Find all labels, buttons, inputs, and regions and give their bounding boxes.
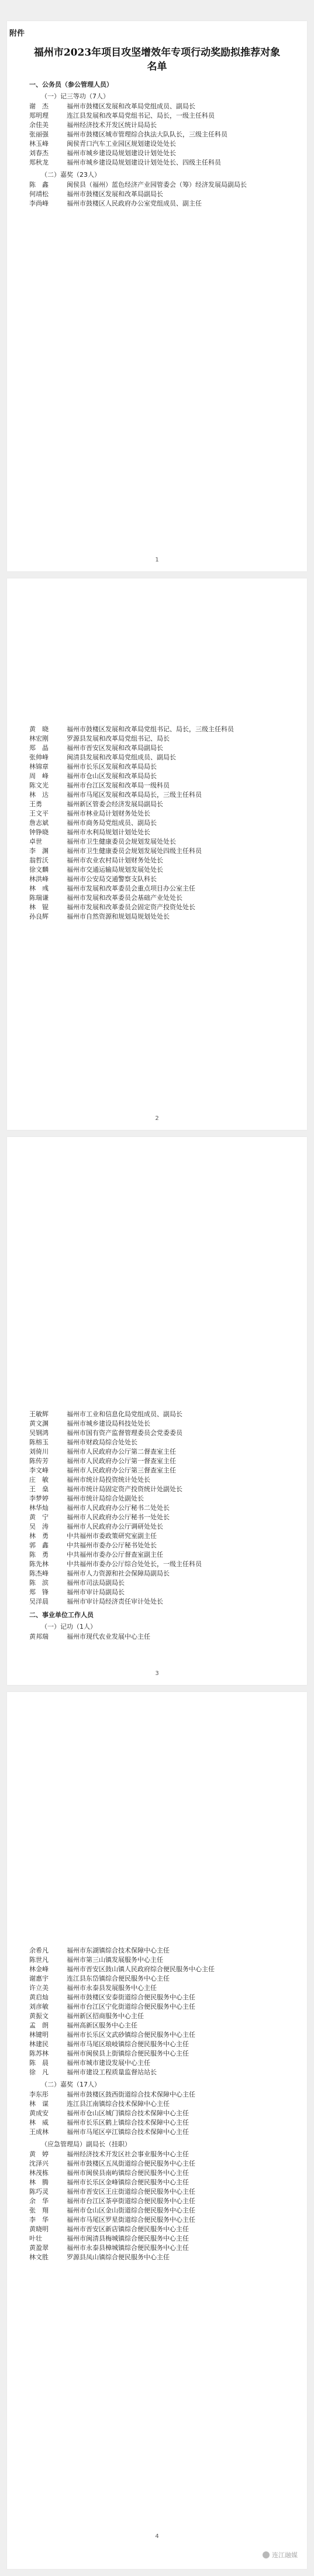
person-name: 何靖松 <box>29 190 49 198</box>
person-position: 福州市闽侯县上街镇综合便民服务中心主任 <box>67 2050 189 2057</box>
list-item <box>29 2169 277 2178</box>
list-item <box>29 1578 277 1588</box>
list-item <box>29 1475 277 1485</box>
list-item <box>29 1447 277 1457</box>
person-name: 陈杰峰 <box>29 1570 49 1577</box>
person-position: 福州市发展和改革委员会固定资产投资处处长 <box>67 903 195 911</box>
person-position: 福州市长乐区鹤上镇综合技术保障中心主任 <box>67 2119 189 2126</box>
person-name: 黄 宁 <box>29 1513 49 1521</box>
list-item <box>29 130 277 139</box>
list-item <box>29 158 277 167</box>
person-position: 闽清县发展和改革局党组成员、副局长 <box>67 753 176 761</box>
person-position: 福州市鼓楼区人民政府办公室党组成员、副主任 <box>67 200 202 207</box>
person-position: 福州市公安局交通警察支队科长 <box>67 875 157 883</box>
list-item <box>29 818 277 828</box>
list-item <box>29 149 277 158</box>
document-page-4 <box>7 1692 307 2569</box>
list-item <box>29 2234 277 2243</box>
person-position: 连江县东岱镇综合便民服务中心主任 <box>67 1975 170 1982</box>
page-content <box>7 1410 307 1642</box>
list-item <box>29 1438 277 1447</box>
list-item <box>29 2178 277 2187</box>
list-item <box>29 1457 277 1466</box>
person-name: 吴洋晨 <box>29 1598 49 1605</box>
person-position: 福州市卫生健康委员会规划发展处处长 <box>67 838 176 845</box>
list-item <box>29 2002 277 2012</box>
person-position: 福州市鼓楼区五凤街道综合便民服务中心主任 <box>67 2160 195 2167</box>
document-page-2 <box>7 578 307 1130</box>
person-position: 福州市卫生健康委员会规划发展处四级主任科员 <box>67 847 202 855</box>
person-name: 陈文光 <box>29 782 49 789</box>
person-name: 黄启灿 <box>29 1993 49 2001</box>
person-name: 吴钢鸿 <box>29 1429 49 1437</box>
list-item <box>29 837 277 847</box>
person-name: 庄 敏 <box>29 1476 49 1484</box>
person-name: 林锦章 <box>29 763 49 770</box>
person-position: 福州市统计局投资统计处处长 <box>67 1476 150 1484</box>
person-name: 张丽强 <box>29 131 49 138</box>
list-item <box>29 781 277 790</box>
list-item <box>29 772 277 781</box>
person-position: 福州市统计局固定资产投资统计处副处长 <box>67 1485 182 1493</box>
person-name: 林 达 <box>29 791 49 799</box>
subsection-heading: （应急管理局）副局长（挂职） <box>41 2140 131 2148</box>
list-item <box>29 1955 277 1965</box>
list-item <box>29 1485 277 1494</box>
list-item <box>29 865 277 875</box>
list-item <box>29 1965 277 1974</box>
person-position: 福州市长乐区发展和改革局局长 <box>67 763 157 770</box>
person-name: 林 谋 <box>29 2100 49 2108</box>
person-name: 黄盈翠 <box>29 2244 49 2252</box>
document-page-3 <box>7 1137 307 1685</box>
person-name: 郑明理 <box>29 112 49 119</box>
person-position: 福州市鼓楼区发展和改革局副局长 <box>67 190 163 198</box>
person-position: 福州市交通运输局规划发展处处长 <box>67 866 163 873</box>
person-name: 林宏刚 <box>29 735 49 742</box>
list-item <box>29 1984 277 1993</box>
list-item <box>29 744 277 753</box>
person-position: 福州市发展和改革委员会基础产业处处长 <box>67 894 182 902</box>
person-position: 福州市人民政府办公厅第三督查室主任 <box>67 1467 176 1474</box>
person-name: 钟铮晓 <box>29 828 49 836</box>
subsection-heading: （二）嘉奖（23人） <box>41 171 101 179</box>
list-item <box>29 1419 277 1429</box>
person-name: 沈泽兴 <box>29 2160 49 2167</box>
list-item <box>29 1494 277 1503</box>
list-item <box>29 2225 277 2234</box>
person-name: 王敏辉 <box>29 1410 49 1418</box>
watermark-text: 连江融媒 <box>272 2551 298 2559</box>
person-name: 林 威 <box>29 2119 49 2126</box>
person-name: 刘彦敏 <box>29 2003 49 2010</box>
list-item <box>29 2187 277 2197</box>
person-name: 黄邦瑞 <box>29 1633 49 1640</box>
person-position: 福州市城乡建设局科技处处长 <box>67 1420 150 1427</box>
list-item <box>29 199 277 208</box>
person-name: 李尚峰 <box>29 200 49 207</box>
person-position: 福州市马尾区发展和改革局局长，三级主任科员 <box>67 791 202 799</box>
person-position: 福州市长乐区文武砂镇综合便民服务中心主任 <box>67 2031 195 2039</box>
list-item <box>29 1946 277 1955</box>
list-item <box>29 884 277 893</box>
list-item <box>29 903 277 912</box>
list-item <box>29 2068 277 2077</box>
document-page-1 <box>7 21 307 571</box>
person-position: 福州市财政局综合处处长 <box>67 1438 137 1446</box>
list-item <box>29 2197 277 2206</box>
person-position: 中共福州市委办公厅综合处处长，一级主任科员 <box>67 1560 202 1568</box>
list-item <box>29 734 277 744</box>
list-item <box>29 1503 277 1513</box>
list-item <box>29 2021 277 2030</box>
person-position: 福州市自然资源和规划局规划处处长 <box>67 913 170 920</box>
person-position: 福州经济技术开发区社会事业服务中心主任 <box>67 2150 189 2158</box>
person-name: 詹志斌 <box>29 819 49 827</box>
list-item <box>29 190 277 199</box>
person-name: 林 勇 <box>29 1532 49 1540</box>
person-position: 福州市人力资源和社会保障局副局长 <box>67 1570 170 1577</box>
person-position: 福州市第三山镇发展服务中心主任 <box>67 1956 163 1964</box>
person-name: 李 渊 <box>29 847 49 855</box>
person-name: 陈 鑫 <box>29 181 49 189</box>
person-name: 余希凡 <box>29 1947 49 1954</box>
person-position: 福州市城乡建设局规划建设计划处处长 <box>67 149 176 157</box>
person-name: 林建民 <box>29 2040 49 2048</box>
person-name: 陈巧灵 <box>29 2188 49 2195</box>
person-name: 王文平 <box>29 810 49 817</box>
person-position: 福州市长乐区金峰镇综合便民服务中心主任 <box>67 2178 189 2186</box>
person-name: 周 峰 <box>29 772 49 780</box>
person-name: 郑 晶 <box>29 744 49 752</box>
list-item <box>29 2206 277 2215</box>
list-item <box>29 828 277 837</box>
person-position: 福州市建设工程质量监督站站长 <box>67 2068 157 2076</box>
person-position: 福州市台江区宁化街道综合便民服务中心主任 <box>67 2003 195 2010</box>
person-position: 中共福州市委办公厅督查室副主任 <box>67 1551 163 1558</box>
person-position: 福州市发展和改革委员会重点项目办公室主任 <box>67 885 195 892</box>
person-name: 林玉峰 <box>29 140 49 148</box>
person-position: 福州市闽侯县南屿镇综合便民服务中心主任 <box>67 2169 189 2177</box>
person-position: 福州市工业和信息化局党组成员、副局长 <box>67 1410 182 1418</box>
document-title: 福州市2023年项目攻坚增效年专项行动奖励拟推荐对象名单 <box>33 47 281 73</box>
person-name: 陈先林 <box>29 1560 49 1568</box>
list-item <box>29 139 277 149</box>
person-position: 福州市统计局综合处副处长 <box>67 1495 144 1502</box>
person-position: 福州市台江区发展和改革局一级科员 <box>67 782 170 789</box>
list-item <box>29 790 277 800</box>
list-item <box>29 1632 277 1642</box>
person-position: 福州市水利局规划计划处处长 <box>67 828 150 836</box>
person-name: 陈 勇 <box>29 1551 49 1558</box>
person-name: 陈传芳 <box>29 1457 49 1465</box>
person-position: 中共福州市委政策研究室副主任 <box>67 1532 157 1540</box>
person-position: 福州新区管委会经济发展局副局长 <box>67 800 163 808</box>
list-item <box>29 2215 277 2225</box>
list-item <box>29 762 277 772</box>
person-position: 福州市人民政府办公厅第二督查室主任 <box>67 1448 176 1455</box>
person-name: 李 华 <box>29 2216 49 2224</box>
person-name: 郑秋龙 <box>29 159 49 166</box>
person-position: 闽侯青口汽车工业园区规划建设处处长 <box>67 140 176 148</box>
person-position: 福州市城市建设发展中心主任 <box>67 2059 150 2067</box>
person-name: 卓世 <box>29 838 49 845</box>
list-item <box>29 1569 277 1578</box>
person-name: 陈榕玉 <box>29 1438 49 1446</box>
list-item <box>29 912 277 922</box>
page-number: 2 <box>155 1115 159 1122</box>
person-position: 福州市国有资产监督管理委员会党委委员 <box>67 1429 182 1437</box>
person-position: 福州市晋安区鼓山镇人民政府综合便民服务中心主任 <box>67 1965 215 1973</box>
list-item <box>29 847 277 856</box>
person-position: 福州市东湖镇综合技术保障中心主任 <box>67 1947 170 1954</box>
person-position: 连江县发展和改革局党组书记、局长，一级主任科员 <box>67 112 215 119</box>
person-position: 福州市城乡建设局规划建设计划处处长、四级主任科员 <box>67 159 221 166</box>
person-name: 吴 涛 <box>29 1523 49 1530</box>
person-position: 福州市农业农村局计划财务处处长 <box>67 857 163 864</box>
list-item <box>29 102 277 111</box>
person-name: 黄 晓 <box>29 725 49 733</box>
attachment-label: 附件 <box>9 29 25 38</box>
list-item <box>29 1560 277 1569</box>
list-item <box>29 2159 277 2169</box>
page-number: 4 <box>155 2533 159 2540</box>
person-position: 福州市人民政府办公厅秘书一处处长 <box>67 1513 170 1521</box>
person-name: 林文胜 <box>29 2253 49 2261</box>
person-name: 张 翔 <box>29 2207 49 2214</box>
person-name: 黄文渊 <box>29 1420 49 1427</box>
list-item <box>29 856 277 865</box>
person-name: 郑 锋 <box>29 1588 49 1596</box>
person-position: 福州市晋安区新店镇综合便民服务中心主任 <box>67 2225 189 2233</box>
person-position: 福州市审计局副局长 <box>67 1588 125 1596</box>
person-name: 陈 晨 <box>29 2059 49 2067</box>
person-position: 福州市马尾区琅岐镇综合便民服务中心主任 <box>67 2040 189 2048</box>
list-item <box>29 2012 277 2021</box>
person-name: 刘倚川 <box>29 1448 49 1455</box>
person-name: 黄晓明 <box>29 2225 49 2233</box>
list-item <box>29 1522 277 1532</box>
person-name: 黄 婷 <box>29 2150 49 2158</box>
list-item <box>29 893 277 903</box>
person-position: 福州市鼓楼区发展和改革局党组书记、局长，三级主任科员 <box>67 725 234 733</box>
person-name: 林茂栋 <box>29 2169 49 2177</box>
list-item <box>29 2099 277 2109</box>
person-position: 福州市鼓楼区鼓西街道综合技术保障中心主任 <box>67 2091 195 2098</box>
list-item <box>29 1429 277 1438</box>
list-item <box>29 1513 277 1522</box>
subsection-heading: （一）记三等功（7人） <box>41 93 109 100</box>
list-item <box>29 2109 277 2118</box>
person-position: 福州市永泰县发展服务中心主任 <box>67 1984 157 1992</box>
person-name: 陈世凡 <box>29 1956 49 1964</box>
subsection-heading: （一）记功（1人） <box>41 1623 96 1630</box>
person-position: 福州市晋安区发展和改革局副局长 <box>67 744 163 752</box>
person-name: 张帅峰 <box>29 753 49 761</box>
page-content <box>7 80 307 208</box>
list-item <box>29 121 277 130</box>
person-name: 孟 朗 <box>29 2022 49 2029</box>
section-heading: 二、事业单位工作人员 <box>29 1611 94 1619</box>
list-item <box>29 1466 277 1475</box>
list-item <box>29 2040 277 2049</box>
list-item <box>29 180 277 190</box>
person-name: 叶壮 <box>29 2235 49 2242</box>
person-position: 中共福州市委办公厅秘书处处长 <box>67 1542 157 1549</box>
person-name: 徐 凡 <box>29 2068 49 2076</box>
person-position: 闽侯县（福州）蓝色经济产业园管委会（筹）经济发展局副局长 <box>67 181 247 189</box>
person-name: 刘春杰 <box>29 149 49 157</box>
list-item <box>29 753 277 762</box>
subsection-heading: （二）嘉奖（17人） <box>41 2081 101 2088</box>
list-item <box>29 2118 277 2128</box>
list-item <box>29 111 277 121</box>
page-number: 1 <box>155 557 159 563</box>
person-position: 罗源县发展和改革局党组书记、局长 <box>67 735 170 742</box>
list-item <box>29 1541 277 1550</box>
person-name: 林华灿 <box>29 1504 49 1512</box>
person-position: 福州市仓山区城门镇综合技术保障中心主任 <box>67 2109 189 2117</box>
list-item <box>29 1410 277 1419</box>
person-name: 林洪峰 <box>29 875 49 883</box>
person-name: 陈 滨 <box>29 1579 49 1587</box>
person-position: 福州市永泰县樟城镇综合便民服务中心主任 <box>67 2244 189 2252</box>
person-position: 福州市人民政府办公厅调研处处长 <box>67 1523 163 1530</box>
person-position: 福州市林业局计划财务处处长 <box>67 810 150 817</box>
list-item <box>29 2253 277 2262</box>
person-position: 福州市人民政府办公厅第一督查室主任 <box>67 1457 176 1465</box>
list-item <box>29 2049 277 2058</box>
person-name: 林键明 <box>29 2031 49 2039</box>
person-name: 李文峰 <box>29 1467 49 1474</box>
person-name: 许立美 <box>29 1984 49 1992</box>
list-item <box>29 1532 277 1541</box>
person-name: 林金峰 <box>29 1965 49 1973</box>
logo-icon <box>263 2551 270 2558</box>
person-name: 林 锟 <box>29 903 49 911</box>
person-position: 福州市鼓楼区安泰街道综合便民服务中心主任 <box>67 1993 195 2001</box>
list-item <box>29 875 277 884</box>
page-content <box>7 1946 307 2262</box>
person-position: 福州经济技术开发区统计局局长 <box>67 121 157 129</box>
person-position: 福州高新区服务中心主任 <box>67 2022 137 2029</box>
person-position: 福州市人民政府办公厅秘书二处处长 <box>67 1504 170 1512</box>
person-name: 林 彧 <box>29 885 49 892</box>
person-name: 李梦婷 <box>29 1495 49 1502</box>
person-name: 郭 鑫 <box>29 1542 49 1549</box>
person-name: 余佳美 <box>29 121 49 129</box>
person-name: 李东彤 <box>29 2091 49 2098</box>
person-position: 福州市台江区茶亭街道综合便民服务中心主任 <box>67 2197 195 2205</box>
person-position: 福州市马尾区罗星街道综合便民服务中心主任 <box>67 2216 195 2224</box>
person-position: 福州新区招商服务中心主任 <box>67 2012 144 2020</box>
list-item <box>29 1993 277 2002</box>
list-item <box>29 2090 277 2099</box>
list-item <box>29 725 277 734</box>
list-item <box>29 2030 277 2040</box>
list-item <box>29 1550 277 1560</box>
person-position: 罗源县凤山镇综合便民服务中心主任 <box>67 2253 170 2261</box>
person-name: 林 腾 <box>29 2178 49 2186</box>
person-name: 陈苏林 <box>29 2050 49 2057</box>
person-name: 孙良辉 <box>29 913 49 920</box>
list-item <box>29 809 277 818</box>
person-name: 王 燊 <box>29 1485 49 1493</box>
person-position: 福州市马尾区亭江镇综合技术保障中心主任 <box>67 2128 189 2136</box>
list-item <box>29 1974 277 1984</box>
person-position: 福州市仓山区发展和改革局局长 <box>67 772 157 780</box>
page-number: 3 <box>155 1670 159 1677</box>
person-name: 黄振文 <box>29 2012 49 2020</box>
person-position: 福州市鼓楼区发展和改革局党组成员、副局长 <box>67 102 195 110</box>
person-name: 王成林 <box>29 2128 49 2136</box>
person-name: 徐文麟 <box>29 866 49 873</box>
person-name: 陈瑞谦 <box>29 894 49 902</box>
person-name: 余 华 <box>29 2197 49 2205</box>
person-position: 福州市晋安区王庄街道综合便民服务中心主任 <box>67 2188 195 2195</box>
person-position: 福州市仓山区金山街道综合便民服务中心主任 <box>67 2207 195 2214</box>
watermark <box>263 2550 298 2560</box>
page-content <box>7 725 307 922</box>
person-position: 福州市商务局党组成员、副局长 <box>67 819 157 827</box>
person-name: 黄成安 <box>29 2109 49 2117</box>
section-heading: 一、公务员（参公管理人员） <box>29 81 113 88</box>
person-name: 谢 杰 <box>29 102 49 110</box>
person-name: 谢惠宇 <box>29 1975 49 1982</box>
person-position: 福州市司法局副局长 <box>67 1579 125 1587</box>
person-position: 福州市审计局经济责任审计处处长 <box>67 1598 163 1605</box>
person-position: 连江县江南镇综合技术保障中心主任 <box>67 2100 170 2108</box>
list-item <box>29 1597 277 1606</box>
list-item <box>29 2058 277 2068</box>
list-item <box>29 2128 277 2137</box>
person-position: 福州市现代农业发展中心主任 <box>67 1633 150 1640</box>
list-item <box>29 1588 277 1597</box>
person-name: 王勇 <box>29 800 42 808</box>
person-position: 福州市闽清县梅城镇综合便民服务中心主任 <box>67 2235 189 2242</box>
list-item <box>29 2150 277 2159</box>
person-name: 翁哲沃 <box>29 857 49 864</box>
list-item <box>29 800 277 809</box>
person-position: 福州市鼓楼区城市管理综合执法大队队长，三级主任科员 <box>67 131 227 138</box>
list-item <box>29 2243 277 2253</box>
